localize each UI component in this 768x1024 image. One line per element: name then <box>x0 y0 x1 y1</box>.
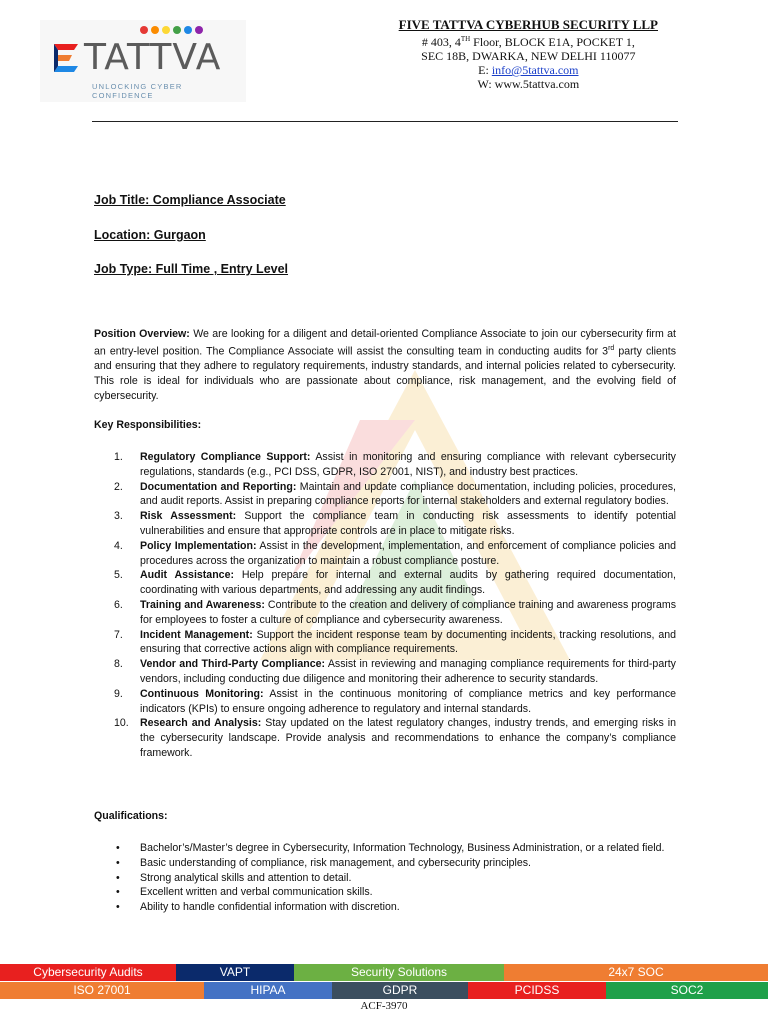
footer-tag-vapt: VAPT <box>176 964 294 981</box>
list-item: 5. Audit Assistance: Help prepare for internal and external audits by gathering required documentation, coordinating with various departments, and addressing any audit findings. <box>114 569 677 597</box>
logo-wordmark: TATTVA <box>84 37 222 78</box>
footer-tag-security-solutions: Security Solutions <box>294 964 504 981</box>
footer-tag-iso27001: ISO 27001 <box>0 982 204 999</box>
list-item: 9. Continuous Monitoring: Assist in the continuous monitoring of compliance metrics and key performance indicators (KPIs) to ensure ongoing adherence to regulatory and internal standards. <box>114 687 677 715</box>
logo-dot <box>140 26 148 34</box>
logo-dot <box>162 26 170 34</box>
list-item: • Ability to handle confidential information with discretion. <box>116 901 400 914</box>
logo-dots <box>140 26 203 34</box>
job-location: Location: Gurgaon <box>94 228 206 242</box>
company-address-block <box>399 18 658 91</box>
list-item: 7. Incident Management: Support the incident response team by documenting incidents, tracking resolutions, and ensuring that corrective actions align with compliance requirements. <box>114 628 676 656</box>
list-item: 4. Policy Implementation: Assist in the development, implementation, and enforcement of compliance policies and procedures across the organization to maintain a robust compliance posture. <box>114 539 676 567</box>
list-item: 10. Research and Analysis: Stay updated on the latest regulatory changes, industry trends, and emerging risks in the cybersecurity landscape. Provide analysis and recommendations to enhance the company’s compliance framework. <box>114 717 676 759</box>
footer-standards-row <box>0 982 768 999</box>
responsibilities-heading: Key Responsibilities: <box>94 419 202 431</box>
job-title: Job Title: Compliance Associate <box>94 193 286 207</box>
footer-tag-gdpr: GDPR <box>332 982 468 999</box>
list-item: • Excellent written and verbal communication skills. <box>116 886 373 899</box>
footer-tag-hipaa: HIPAA <box>204 982 332 999</box>
logo-dot <box>151 26 159 34</box>
overview-label: Position Overview: <box>94 328 190 340</box>
list-item: 3. Risk Assessment: Support the compliance team in conducting risk assessments to identify potential vulnerabilities and ensure that appropriate controls are in place to mitigate risks. <box>114 510 676 537</box>
qualifications-section <box>94 841 676 915</box>
job-type: Job Type: Full Time , Entry Level <box>94 262 289 276</box>
list-item: 8. Vendor and Third-Party Compliance: Assist in reviewing and managing compliance requirements for third-party vendors, including conducting due diligence and monitoring their adherence to security standards. <box>114 658 676 685</box>
header-divider <box>92 121 678 122</box>
footer-tag-cybersecurity-audits: Cybersecurity Audits <box>0 964 176 981</box>
responsibilities-list <box>94 450 676 761</box>
list-item: 2. Documentation and Reporting: Maintain and update compliance documentation, including policies, procedures, and audit reports. Assist in preparing compliance reports for internal stakeholders and external regulatory bodies. <box>114 480 676 508</box>
address-line-1: # 403, 4TH Floor, BLOCK E1A, POCKET 1, <box>421 35 635 49</box>
address-line-2: SEC 18B, DWARKA, NEW DELHI 110077 <box>421 49 636 63</box>
footer-tag-soc2: SOC2 <box>606 982 768 999</box>
website-line: W: www.5tattva.com <box>477 77 580 91</box>
company-name: FIVE TATTVA CYBERHUB SECURITY LLP <box>398 17 658 32</box>
list-item: 1. Regulatory Compliance Support: Assist in monitoring and ensuring compliance with relevant cybersecurity regulations, standards (e.g., PCI DSS, GDPR, ISO 27001, NIST), and industry best practices. <box>114 451 676 478</box>
company-logo <box>40 20 246 102</box>
email-line: E: info@5tattva.com <box>478 63 579 77</box>
position-overview: Position Overview: We are looking for a diligent and detail-oriented Compliance Associate to join our cybersecurity firm at an entry-level position. The Compliance Associate will assist the consulting team in conducting audits for 3rd party clients and ensuring that they adhere to regulatory requirements, industry standards, and internal policies related to cybersecurity. This role is ideal for individuals who are passionate about compliance, risk management, and the evolving field of cybersecurity. <box>94 328 677 402</box>
responsibilities-section <box>94 450 676 761</box>
logo-tagline: UNLOCKING CYBER CONFIDENCE <box>92 82 183 100</box>
email-link[interactable]: info@5tattva.com <box>491 63 579 77</box>
qualifications-list <box>94 841 676 915</box>
footer-services-row <box>0 964 768 981</box>
list-item: • Basic understanding of compliance, risk management, and cybersecurity principles. <box>116 856 531 869</box>
footer-tag-soc: 24x7 SOC <box>504 964 768 981</box>
list-item: • Bachelor’s/Master’s degree in Cybersecurity, Information Technology, Business Administration, or a related field. <box>116 842 665 854</box>
logo-mark-icon <box>50 40 82 76</box>
document-code: ACF-3970 <box>360 1000 408 1012</box>
list-item: • Strong analytical skills and attention to detail. <box>116 871 352 884</box>
qualifications-heading: Qualifications: <box>94 810 168 822</box>
logo-dot <box>195 26 203 34</box>
logo-dot <box>173 26 181 34</box>
logo-dot <box>184 26 192 34</box>
footer-tag-pcidss: PCIDSS <box>468 982 606 999</box>
list-item: 6. Training and Awareness: Contribute to the creation and delivery of compliance training and awareness programs for employees to foster a culture of compliance and cybersecurity awareness. <box>114 598 676 626</box>
